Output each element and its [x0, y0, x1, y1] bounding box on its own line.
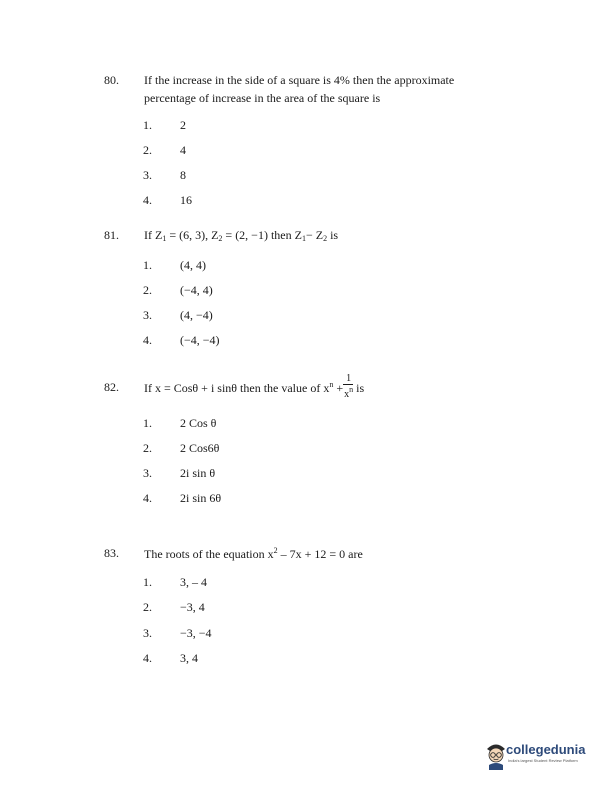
q80-option-2-number: 2.: [143, 143, 152, 157]
q82-option-3-number: 3.: [143, 466, 152, 480]
q80-option-1-number: 1.: [143, 118, 152, 132]
question-83-text: The roots of the equation $x^2 - 7x + 12 = 0$ are: [144, 546, 363, 561]
q83-option-3-number: 3.: [143, 626, 152, 640]
q81-option-2-number: 2.: [143, 283, 152, 297]
q81-option-4-text: (−4, −4): [180, 333, 220, 347]
q83-option-4-number: 4.: [143, 651, 152, 665]
question-80-number: 80.: [104, 73, 119, 87]
question-83-number: 83.: [104, 546, 119, 560]
q80-option-3-text: 8: [180, 168, 186, 182]
q83-option-1-text: 3, – 4: [180, 575, 207, 589]
question-81-text: If $Z_1 = (6$, 3), $Z_2 = (2$, −1) then $Z_1- Z_2$ is: [144, 228, 339, 243]
q83-option-3-text: −3, −4: [180, 626, 212, 640]
q81-option-3-text: (4, −4): [180, 308, 213, 322]
q80-option-4-text: 16: [180, 193, 192, 207]
question-80-text-line1: If the increase in the side of a square is 4% then the approximate: [144, 73, 455, 87]
logo-tagline: India's largest Student Review Platform: [508, 758, 578, 763]
q82-option-3-text: 2i sin θ: [180, 466, 216, 480]
q83-option-2-text: −3, 4: [180, 600, 205, 614]
q82-option-2-text: 2 Cos6θ: [180, 441, 220, 455]
q81-option-2-text: (−4, 4): [180, 283, 213, 297]
q80-option-3-number: 3.: [143, 168, 152, 182]
q81-option-3-number: 3.: [143, 308, 152, 322]
q81-option-4-number: 4.: [143, 333, 152, 347]
q83-option-1-number: 1.: [143, 575, 152, 589]
question-81-number: 81.: [104, 228, 119, 242]
logo-wordmark: collegedunia: [506, 742, 586, 757]
q82-option-4-text: 2i sin 6θ: [180, 491, 222, 505]
q82-option-1-text: 2 Cos θ: [180, 416, 217, 430]
question-82-text: If x = Cosθ + i sinθ then the value of $x^n$ + $\frac{1}{x^n}$ is: [144, 373, 365, 401]
q80-option-2-text: 4: [180, 143, 186, 157]
student-mascot-icon: [484, 740, 508, 770]
q80-option-1-text: 2: [180, 118, 186, 132]
fraction-one-over-x-n: $\frac{1}{x^n}$: [344, 373, 354, 401]
q82-option-2-number: 2.: [143, 441, 152, 455]
q81-option-1-number: 1.: [143, 258, 152, 272]
question-82-number: 82.: [104, 380, 119, 394]
q83-option-4-text: 3, 4: [180, 651, 198, 665]
question-80-text-line2: percentage of increase in the area of the square is: [144, 91, 381, 105]
q80-option-4-number: 4.: [143, 193, 152, 207]
q82-option-1-number: 1.: [143, 416, 152, 430]
q82-option-4-number: 4.: [143, 491, 152, 505]
q83-option-2-number: 2.: [143, 600, 152, 614]
q81-option-1-text: (4, 4): [180, 258, 206, 272]
